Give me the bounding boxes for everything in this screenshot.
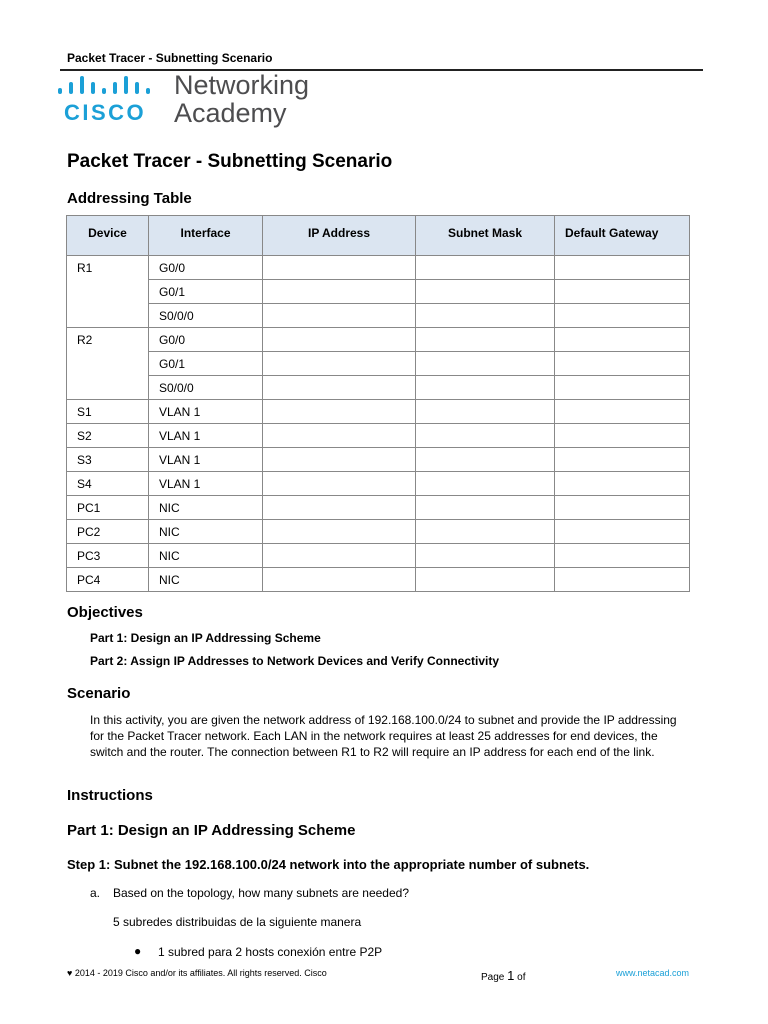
cell-subnet-mask (416, 520, 555, 544)
cell-interface: G0/1 (149, 280, 263, 304)
cell-subnet-mask (416, 352, 555, 376)
question-letter: a. (90, 886, 101, 900)
page-label: Page (481, 972, 505, 983)
addressing-table-heading: Addressing Table (67, 190, 192, 207)
cell-subnet-mask (416, 256, 555, 280)
cell-device: PC3 (67, 544, 149, 568)
table-row (67, 472, 690, 496)
table-row (67, 328, 690, 352)
footer-link[interactable]: www.netacad.com (616, 968, 690, 978)
cell-default-gateway (555, 448, 690, 472)
col-header-interface: Interface (149, 216, 263, 256)
cell-ip-address (263, 352, 416, 376)
page-title: Packet Tracer - Subnetting Scenario (67, 151, 393, 172)
cell-subnet-mask (416, 568, 555, 592)
logo-brand: CISCO (64, 100, 147, 125)
cell-interface: VLAN 1 (149, 424, 263, 448)
objective-item: Part 1: Design an IP Addressing Scheme (90, 631, 321, 645)
cell-interface: NIC (149, 544, 263, 568)
table-row (67, 520, 690, 544)
cell-ip-address (263, 496, 416, 520)
cell-subnet-mask (416, 376, 555, 400)
logo-bar (69, 82, 73, 94)
table-row (67, 400, 690, 424)
cell-ip-address (263, 376, 416, 400)
cell-interface: S0/0/0 (149, 304, 263, 328)
cell-device: R1 (67, 256, 149, 328)
cell-subnet-mask (416, 544, 555, 568)
cell-ip-address (263, 520, 416, 544)
cell-subnet-mask (416, 328, 555, 352)
table-row (67, 304, 690, 328)
part1-title: Part 1: Design an IP Addressing Scheme (67, 822, 356, 839)
cell-device: S3 (67, 448, 149, 472)
table-row (67, 352, 690, 376)
instructions-heading: Instructions (67, 787, 153, 804)
col-header-default-gateway: Default Gateway (555, 216, 690, 256)
col-header-subnet-mask: Subnet Mask (416, 216, 555, 256)
cell-subnet-mask (416, 400, 555, 424)
cell-subnet-mask (416, 472, 555, 496)
cell-device: S4 (67, 472, 149, 496)
cell-default-gateway (555, 520, 690, 544)
cell-device: S1 (67, 400, 149, 424)
logo-bar (91, 82, 95, 94)
cell-ip-address (263, 544, 416, 568)
cell-ip-address (263, 328, 416, 352)
cell-ip-address (263, 472, 416, 496)
cell-ip-address (263, 256, 416, 280)
table-row (67, 376, 690, 400)
cell-ip-address (263, 568, 416, 592)
cell-subnet-mask (416, 424, 555, 448)
cell-interface: G0/0 (149, 328, 263, 352)
table-row (67, 256, 690, 280)
cell-ip-address (263, 448, 416, 472)
cell-subnet-mask (416, 496, 555, 520)
cell-default-gateway (555, 376, 690, 400)
cell-interface: VLAN 1 (149, 472, 263, 496)
answer-text: 5 subredes distribuidas de la siguiente manera (113, 915, 362, 929)
col-header-ip-address: IP Address (263, 216, 416, 256)
logo-bar (102, 88, 106, 94)
cell-interface: G0/1 (149, 352, 263, 376)
table-row (67, 280, 690, 304)
cell-device: R2 (67, 328, 149, 400)
cell-default-gateway (555, 400, 690, 424)
cell-ip-address (263, 280, 416, 304)
cell-default-gateway (555, 424, 690, 448)
footer-copyright: ♥ 2014 - 2019 Cisco and/or its affiliates. All rights reserved. Cisco (67, 968, 327, 978)
running-header: Packet Tracer - Subnetting Scenario (67, 51, 273, 65)
logo-bar (58, 88, 62, 94)
logo-bar (124, 76, 128, 94)
cell-interface: NIC (149, 496, 263, 520)
cell-subnet-mask (416, 304, 555, 328)
cell-device: PC1 (67, 496, 149, 520)
cell-default-gateway (555, 352, 690, 376)
table-row (67, 448, 690, 472)
table-header-row (67, 216, 690, 256)
logo-bar (80, 76, 84, 94)
cell-interface: VLAN 1 (149, 448, 263, 472)
cell-default-gateway (555, 544, 690, 568)
cell-interface: G0/0 (149, 256, 263, 280)
cell-default-gateway (555, 328, 690, 352)
cell-subnet-mask (416, 280, 555, 304)
bullet-item: 1 subred para 2 hosts conexión entre P2P (158, 945, 383, 959)
footer-page-number (481, 968, 526, 983)
cell-default-gateway (555, 472, 690, 496)
cell-default-gateway (555, 256, 690, 280)
logo-bar (113, 82, 117, 94)
cell-ip-address (263, 424, 416, 448)
cell-interface: VLAN 1 (149, 400, 263, 424)
cell-default-gateway (555, 304, 690, 328)
cell-subnet-mask (416, 448, 555, 472)
cell-ip-address (263, 304, 416, 328)
page-number: 1 (507, 968, 515, 983)
cell-interface: S0/0/0 (149, 376, 263, 400)
scenario-heading: Scenario (67, 685, 131, 702)
cell-device: PC4 (67, 568, 149, 592)
addressing-table (66, 215, 690, 592)
page-of: of (517, 972, 526, 983)
scenario-text: In this activity, you are given the network address of 192.168.100.0/24 to subnet and provide the IP addressing for the Packet Tracer network. Each LAN in the network requires at least 25 addresses for end devices, the switch and the router. The connection between R1 to R2 will require an IP address for each end of the link. (90, 713, 677, 759)
cell-default-gateway (555, 568, 690, 592)
cell-ip-address (263, 400, 416, 424)
logo-bar (135, 82, 139, 94)
cell-interface: NIC (149, 520, 263, 544)
cell-default-gateway (555, 496, 690, 520)
step1-title: Step 1: Subnet the 192.168.100.0/24 network into the appropriate number of subnets. (67, 857, 590, 872)
table-row (67, 424, 690, 448)
cell-device: PC2 (67, 520, 149, 544)
question-text: Based on the topology, how many subnets are needed? (113, 886, 409, 900)
col-header-device: Device (67, 216, 149, 256)
table-row (67, 496, 690, 520)
cisco-networking-academy-logo (56, 70, 316, 130)
table-row (67, 568, 690, 592)
cell-interface: NIC (149, 568, 263, 592)
bullet-icon: ● (134, 944, 142, 958)
cell-default-gateway (555, 280, 690, 304)
table-row (67, 544, 690, 568)
objectives-heading: Objectives (67, 604, 143, 621)
logo-product-line2: Academy (174, 98, 287, 128)
cisco-bridge-icon (56, 70, 156, 102)
logo-bar (146, 88, 150, 94)
logo-product-line1: Networking (174, 70, 310, 100)
cell-device: S2 (67, 424, 149, 448)
objective-item: Part 2: Assign IP Addresses to Network Devices and Verify Connectivity (90, 654, 500, 668)
